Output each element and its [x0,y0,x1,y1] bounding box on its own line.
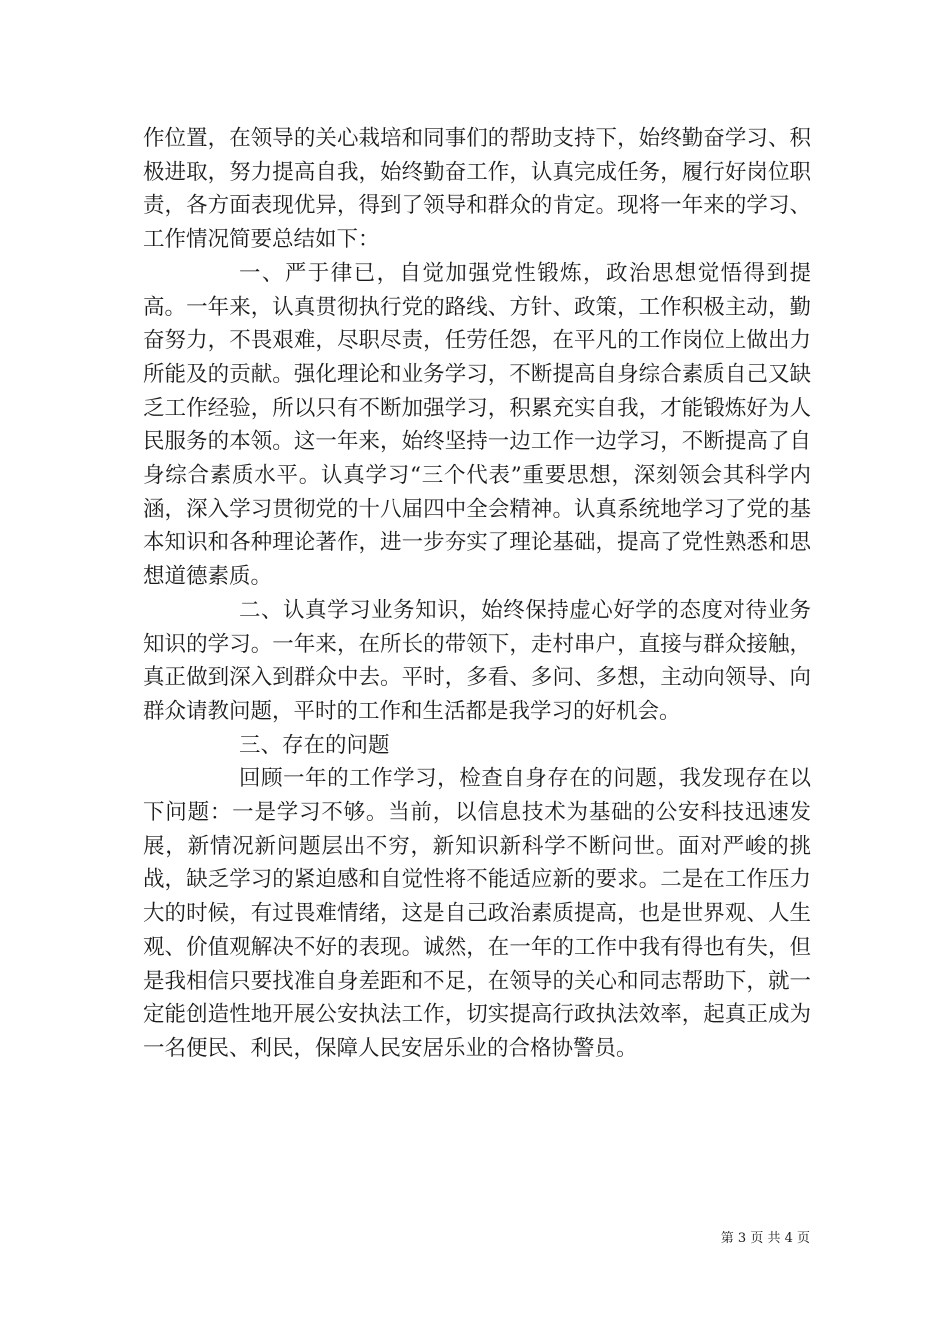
paragraph-section-one: 一、严于律已，自觉加强党性锻炼，政治思想觉悟得到提高。一年来，认真贯彻执行党的路线、方针、政策，工作积极主动，勤奋努力，不畏艰难，尽职尽责，任劳任怨，在平凡的工作岗位上做出力所能及的贡献。强化理论和业务学习，不断提高自身综合素质自己又缺乏工作经验，所以只有不断加强学习，积累充实自我，才能锻炼好为人民服务的本领。这一年来，始终坚持一边工作一边学习，不断提高了自身综合素质水平。认真学习“三个代表”重要思想，深刻领会其科学内涵，深入学习贯彻党的十八届四中全会精神。认真系统地学习了党的基本知识和各种理论著作，进一步夯实了理论基础，提高了党性熟悉和思想道德素质。 [143,260,811,590]
section-three-heading: 三、存在的问题 [239,732,390,758]
paragraph-section-three: 回顾一年的工作学习，检查自身存在的问题，我发现存在以下问题：一是学习不够。当前，以信息技术为基础的公安科技迅速发展，新情况新问题层出不穷，新知识新科学不断问世。面对严峻的挑战，缺乏学习的紧迫感和自觉性将不能适应新的要求。二是在工作压力大的时候，有过畏难情绪，这是自己政治素质提高，也是世界观、人生观、价值观解决不好的表现。诚然，在一年的工作中我有得也有失，但是我相信只要找准自身差距和不足，在领导的关心和同志帮助下，就一定能创造性地开展公安执法工作，切实提高行政执法效率，起真正成为一名便民、利民，保障人民安居乐业的合格协警员。 [143,766,811,1061]
paragraph-section-two: 二、认真学习业务知识，始终保持虚心好学的态度对待业务知识的学习。一年来，在所长的带领下，走村串户，直接与群众接触，真正做到深入到群众中去。平时，多看、多问、多想，主动向领导、向群众请教问题，平时的工作和生活都是我学习的好机会。 [143,597,811,724]
page-number-footer: 第 3 页 共 4 页 [720,1231,810,1246]
paragraph-continuation: 作位置，在领导的关心栽培和同事们的帮助支持下，始终勤奋学习、积极进取，努力提高自我，始终勤奋工作，认真完成任务，履行好岗位职责，各方面表现优异，得到了领导和群众的肯定。现将一年来的学习、工作情况简要总结如下： [143,126,811,253]
document-body [143,122,811,1066]
